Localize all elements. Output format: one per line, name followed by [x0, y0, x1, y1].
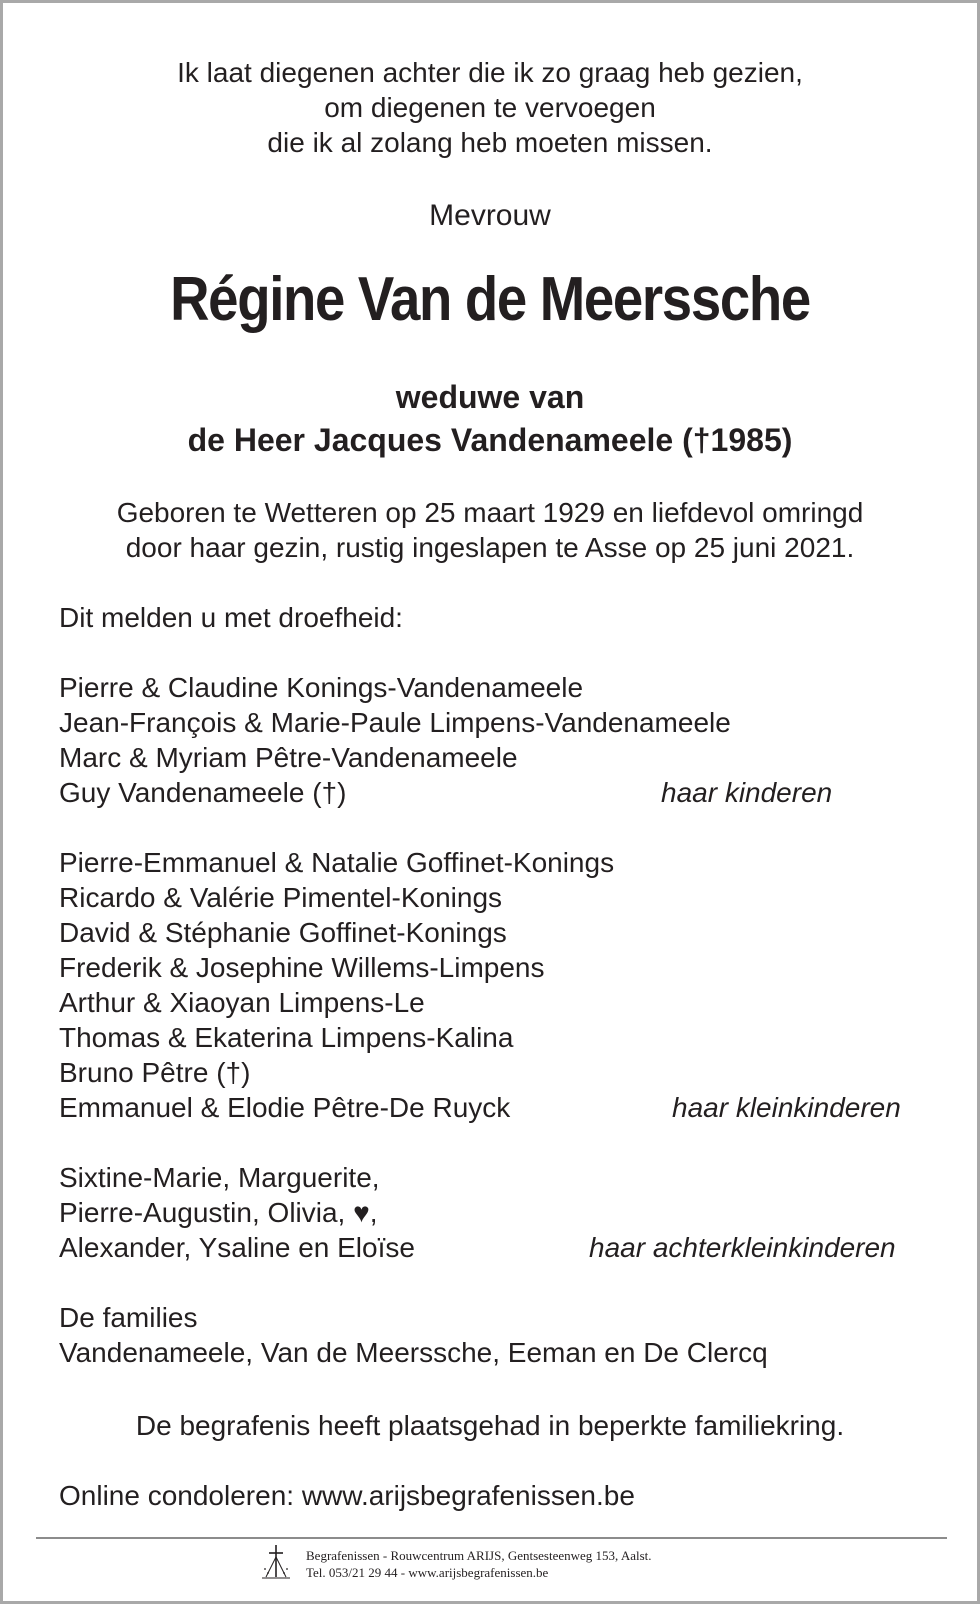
grandchild-name: Emmanuel & Elodie Pêtre-De Ruyck — [59, 1092, 511, 1123]
poem-line: die ik al zolang heb moeten missen. — [267, 127, 713, 158]
cross-icon — [258, 1543, 294, 1581]
funeral-note: De begrafenis heeft plaatsgehad in beperkte familiekring. — [135, 1410, 845, 1441]
great-grandchildren-line: Pierre-Augustin, Olivia, ♥, — [59, 1197, 378, 1228]
relation-great-grandchildren: haar achterkleinkinderen — [589, 1232, 896, 1263]
birth-death-line: door haar gezin, rustig ingeslapen te Asse op 25 juni 2021. — [125, 532, 855, 563]
poem-line: om diegenen te vervoegen — [324, 92, 656, 123]
grandchild-name: Thomas & Ekaterina Limpens-Kalina — [59, 1022, 514, 1053]
relation-grandchildren: haar kleinkinderen — [672, 1092, 901, 1123]
families-label: De families — [59, 1302, 198, 1333]
grandchild-name: David & Stéphanie Goffinet-Konings — [59, 917, 507, 948]
great-grandchildren-line: Alexander, Ysaline en Eloïse — [59, 1232, 415, 1263]
online-condolences[interactable]: Online condoleren: www.arijsbegrafenissen.be — [59, 1480, 635, 1511]
deceased-name: Régine Van de Meerssche — [170, 265, 810, 334]
funeral-home-info — [306, 1547, 652, 1581]
child-name: Pierre & Claudine Konings-Vandenameele — [59, 672, 584, 703]
grandchild-name: Pierre-Emmanuel & Natalie Goffinet-Konings — [59, 847, 615, 878]
grandchild-name: Arthur & Xiaoyan Limpens-Le — [59, 987, 425, 1018]
grandchild-name: Ricardo & Valérie Pimentel-Konings — [59, 882, 503, 913]
salutation: Mevrouw — [429, 199, 551, 232]
great-grandchildren-line: Sixtine-Marie, Marguerite, — [59, 1162, 380, 1193]
footer-divider — [36, 1537, 947, 1539]
funeral-home-contact: Tel. 053/21 29 44 - www.arijsbegrafenissen.be — [306, 1565, 549, 1580]
families-names: Vandenameele, Van de Meerssche, Eeman en De Clercq — [59, 1337, 768, 1368]
birth-death-line: Geboren te Wetteren op 25 maart 1929 en liefdevol omringd — [116, 497, 864, 528]
widow-label: weduwe van — [395, 379, 585, 415]
announcement: Dit melden u met droefheid: — [59, 602, 403, 633]
poem-line: Ik laat diegenen achter die ik zo graag heb gezien, — [177, 57, 803, 88]
grandchild-name: Bruno Pêtre (†) — [59, 1057, 251, 1088]
relation-children: haar kinderen — [661, 777, 833, 808]
child-name: Marc & Myriam Pêtre-Vandenameele — [59, 742, 518, 773]
grandchild-name: Frederik & Josephine Willems-Limpens — [59, 952, 545, 983]
child-name: Guy Vandenameele (†) — [59, 777, 347, 808]
funeral-home-address: Begrafenissen - Rouwcentrum ARIJS, Gentsesteenweg 153, Aalst. — [306, 1548, 652, 1563]
child-name: Jean-François & Marie-Paule Limpens-Vandenameele — [59, 707, 731, 738]
spouse-name: de Heer Jacques Vandenameele (†1985) — [187, 422, 793, 458]
